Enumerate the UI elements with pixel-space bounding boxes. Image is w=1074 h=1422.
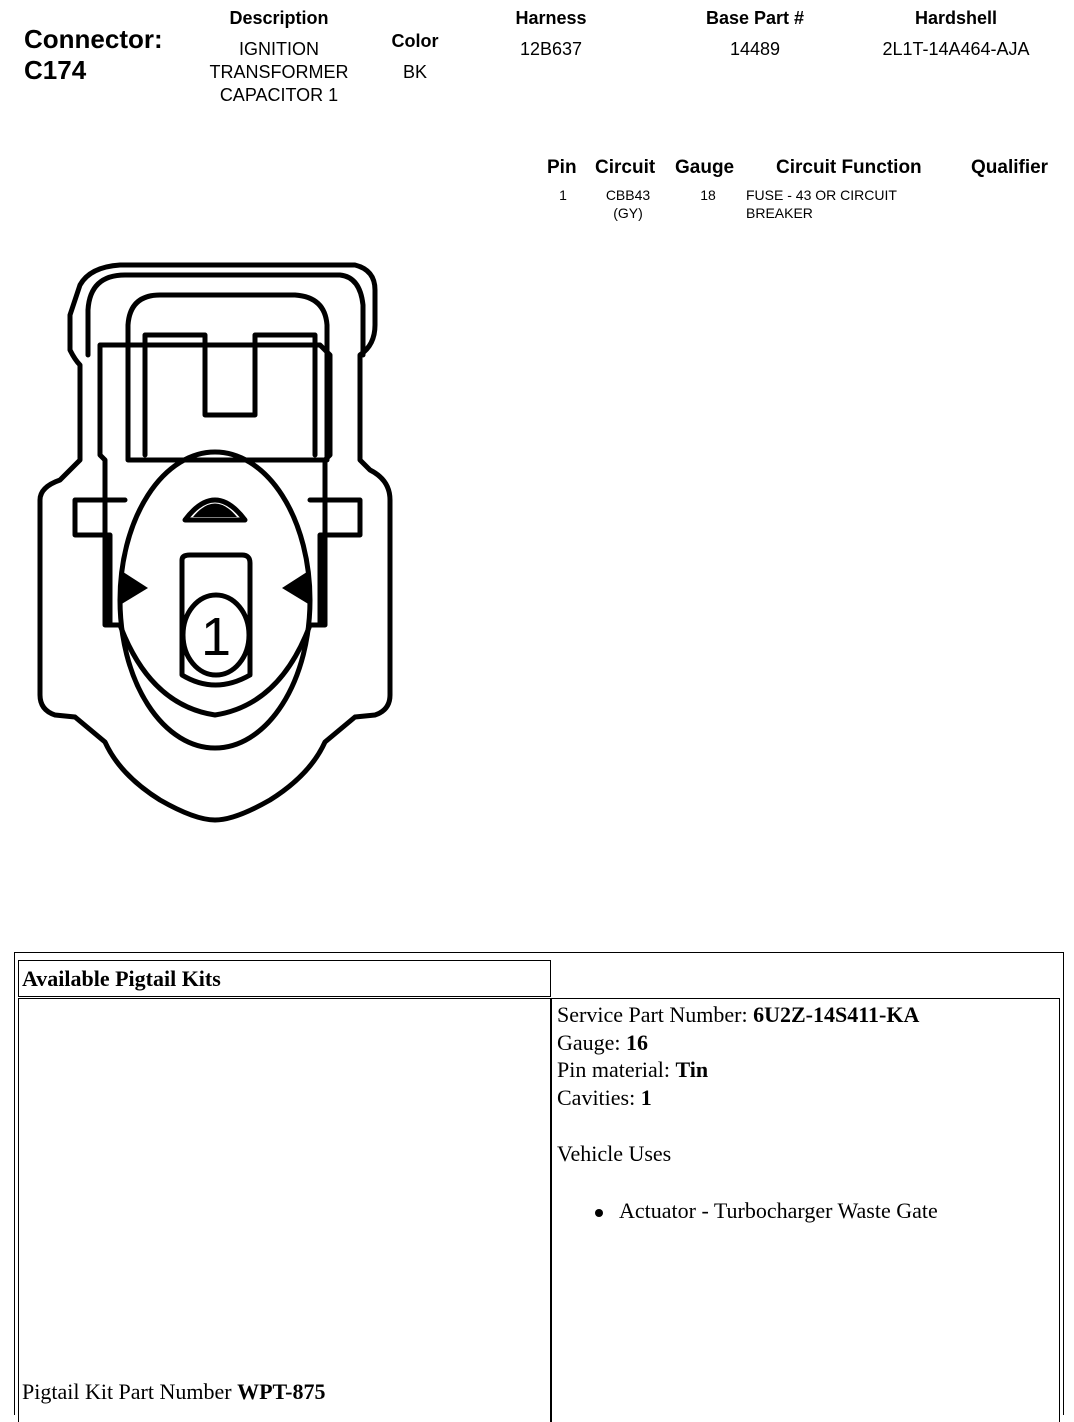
connector-heading	[24, 24, 163, 86]
base-part-value: 14489	[729, 39, 781, 59]
kit-part-label: Pigtail Kit Part Number	[22, 1379, 238, 1404]
hardshell-header: Hardshell	[914, 8, 998, 28]
pin-material-value: Tin	[675, 1057, 709, 1082]
color-value: BK	[402, 62, 427, 82]
pigtail-image-cell	[18, 998, 551, 1422]
function-column-header: Circuit Function	[776, 157, 922, 178]
function-line-2: BREAKER	[746, 205, 813, 221]
description-line-1: IGNITION	[239, 39, 319, 59]
latch-inner-outline	[128, 295, 327, 460]
description-line-3: CAPACITOR 1	[219, 85, 339, 105]
left-latch-arrow-icon	[120, 570, 148, 605]
description-line-2: TRANSFORMER	[209, 62, 349, 82]
right-latch-arrow-icon	[282, 570, 310, 605]
circuit-wire-color: (GY)	[613, 205, 643, 221]
pigtail-kits-title: Available Pigtail Kits	[22, 966, 221, 991]
service-part-label: Service Part Number:	[557, 1002, 754, 1027]
hardshell-value: 2L1T-14A464-AJA	[882, 39, 1030, 59]
cavities-line	[557, 1085, 652, 1111]
pigtail-kit-part-line	[22, 1379, 326, 1405]
left-flange-outline	[75, 500, 125, 625]
color-header: Color	[391, 31, 439, 51]
list-item: Actuator - Turbocharger Waste Gate	[619, 1198, 938, 1223]
function-line-1: FUSE - 43 OR CIRCUIT	[746, 187, 897, 203]
connector-face-diagram	[30, 255, 430, 825]
gauge-value: 16	[626, 1030, 649, 1055]
gauge-cell: 18	[700, 187, 716, 203]
connector-label: Connector:	[24, 24, 163, 54]
gauge-column-header: Gauge	[675, 157, 735, 178]
bullet-icon	[595, 1209, 603, 1217]
description-header: Description	[229, 8, 329, 28]
harness-header: Harness	[515, 8, 587, 28]
circuit-column-header: Circuit	[595, 157, 656, 178]
pin-material-line	[557, 1057, 708, 1083]
gauge-label: Gauge:	[557, 1030, 627, 1055]
outer-shell-outline	[40, 265, 390, 820]
gauge-line	[557, 1030, 648, 1056]
pin-cell: 1	[559, 187, 567, 203]
connector-id: C174	[24, 55, 87, 85]
cavities-value: 1	[640, 1085, 652, 1110]
latch-tab-outline	[145, 335, 315, 455]
service-part-number: 6U2Z-14S411-KA	[753, 1002, 920, 1027]
circuit-cell	[588, 186, 668, 222]
kit-part-number: WPT-875	[237, 1379, 326, 1404]
function-cell	[746, 186, 946, 222]
harness-value: 12B637	[519, 39, 583, 59]
pin-material-label: Pin material:	[557, 1057, 676, 1082]
pin-number-label: 1	[200, 607, 232, 667]
service-part-line	[557, 1002, 919, 1028]
pin-column-header: Pin	[547, 157, 577, 178]
description-value	[180, 38, 378, 107]
oval-face-outline	[120, 452, 310, 748]
qualifier-column-header: Qualifier	[971, 157, 1049, 178]
circuit-code: CBB43	[605, 187, 651, 203]
vehicle-uses-heading: Vehicle Uses	[557, 1141, 672, 1166]
base-part-header: Base Part #	[705, 8, 805, 28]
cavities-label: Cavities:	[557, 1085, 641, 1110]
right-flange-outline	[310, 500, 360, 625]
